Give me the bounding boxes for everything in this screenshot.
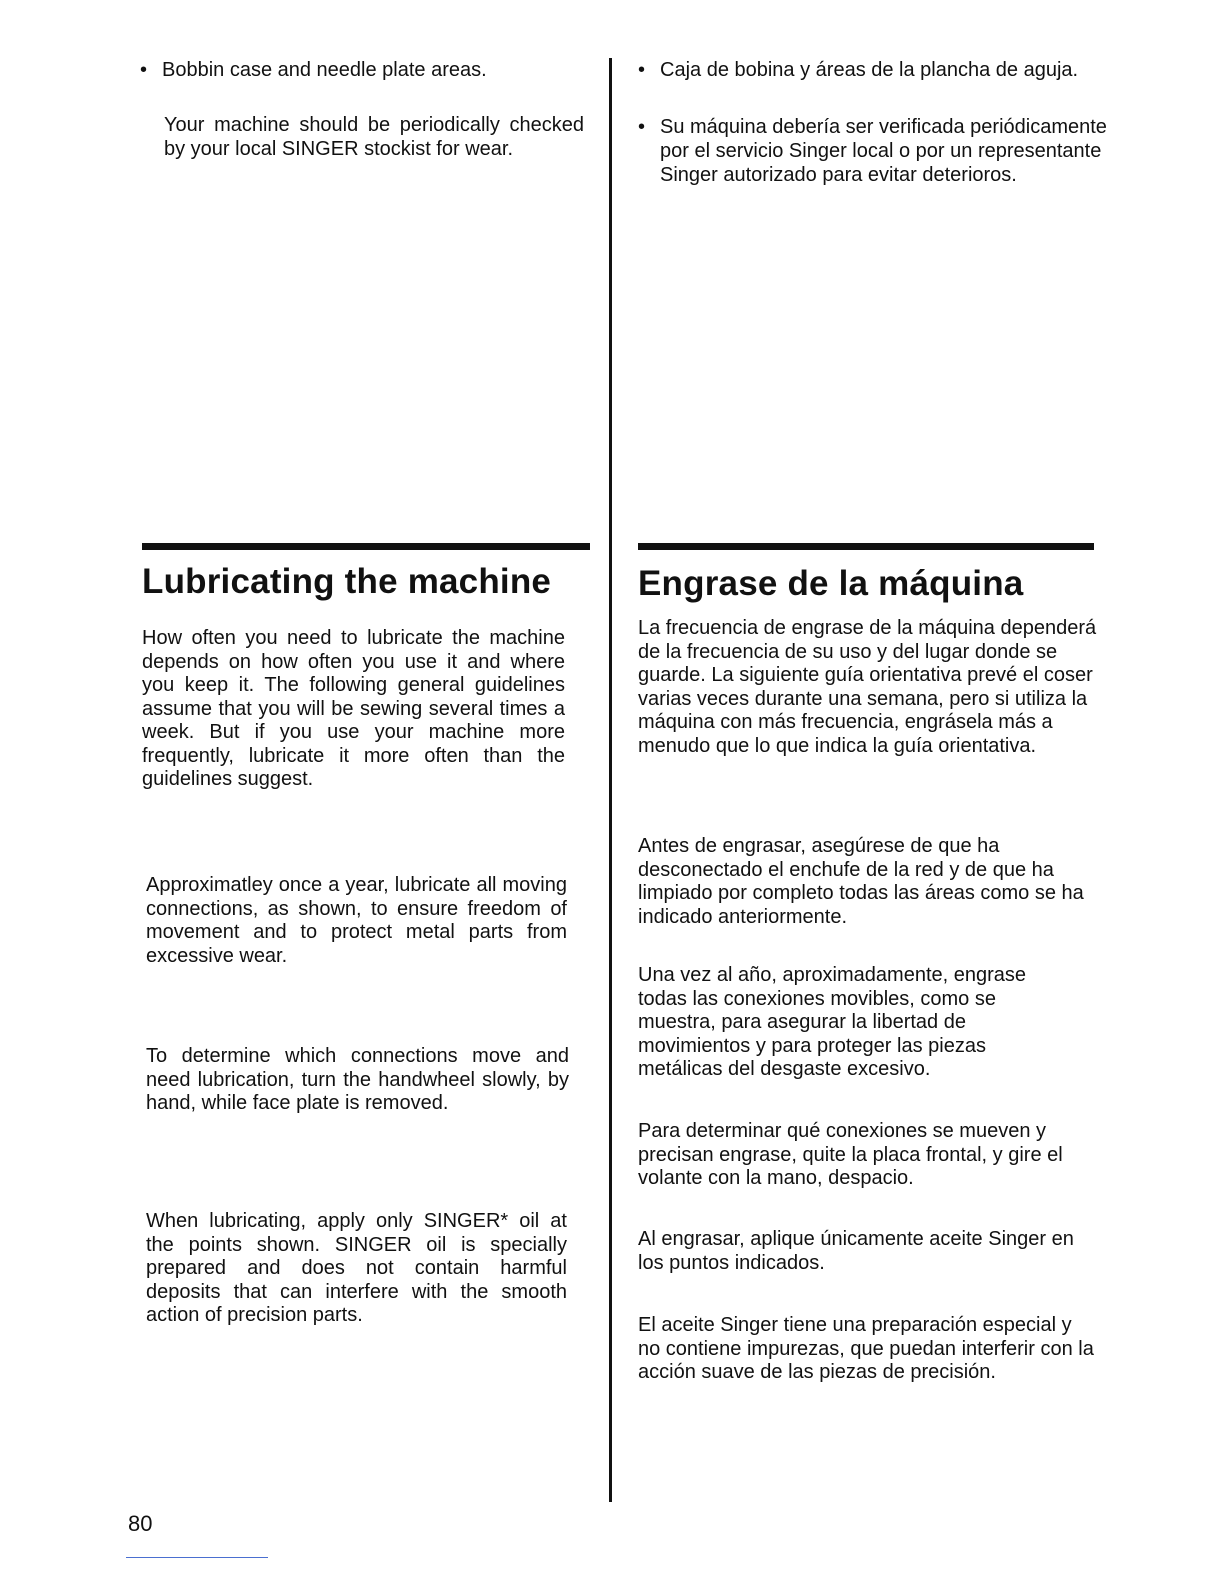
page-number: 80 [128,1511,153,1536]
column-divider [609,58,612,1502]
left-intro-text: Your machine should be periodically checked by your local SINGER stockist for wear. [164,114,584,160]
right-heading-rule [638,543,1094,550]
right-paragraph-determine: Para determinar qué conexiones se mueven y precisan engrase, quite la placa frontal, y gire el volante con la mano, despacio. [638,1120,1063,1189]
right-bullet-bobbin: • Caja de bobina y áreas de la plancha de aguja. [638,58,1110,82]
right-bullet-service: • Su máquina debería ser verificada periódicamente por el servicio Singer local o por un representante Singer autorizado para evitar deterioros. [638,115,1112,187]
right-section-heading: Engrase de la máquina [638,564,1024,603]
left-heading-rule [142,543,590,550]
footer-line [126,1557,268,1558]
right-paragraph-apply: Al engrasar, aplique únicamente aceite Singer en los puntos indicados. [638,1228,1074,1274]
left-paragraph-oil: When lubricating, apply only SINGER* oil at the points shown. SINGER oil is specially prepared and does not contain harmful deposits that can interfere with the smooth action of precision parts. [146,1210,567,1326]
right-paragraph-before: Antes de engrasar, asegúrese de que ha desconectado el enchufe de la red y de que ha limpiado por completo todas las áreas como se ha indicado anteriormente. [638,835,1084,928]
right-paragraph-yearly: Una vez al año, aproximadamente, engrase todas las conexiones movibles, como se muestra, para asegurar la libertad de movimientos y para proteger las piezas metálicas del desgaste excesivo. [638,964,1027,1080]
left-paragraph-yearly: Approximatley once a year, lubricate all moving connections, as shown, to ensure freedom of movement and to protect metal parts from excessive wear. [146,874,567,967]
left-intro-bullet: • Bobbin case and needle plate areas. [140,58,612,82]
right-paragraph-frequency: La frecuencia de engrase de la máquina dependerá de la frecuencia de su uso y del lugar donde se guarde. La siguiente guía orientativa prevé el coser varias veces durante una semana, pero si utiliza la máquina con más frecuencia, engrásela más a menudo que lo que indica la guía orientativa. [638,617,1097,757]
right-paragraph-oil: El aceite Singer tiene una preparación especial y no contiene impurezas, que puedan interferir con la acción suave de las piezas de precisión. [638,1314,1094,1383]
left-section-heading: Lubricating the machine [142,562,552,601]
left-paragraph-determine: To determine which connections move and need lubrication, turn the handwheel slowly, by hand, while face plate is removed. [146,1045,569,1114]
left-paragraph-frequency: How often you need to lubricate the machine depends on how often you use it and where you keep it. The following general guidelines assume that you will be sewing several times a week. But if you use your machine more frequently, lubricate it more often than the guidelines suggest. [142,627,565,790]
